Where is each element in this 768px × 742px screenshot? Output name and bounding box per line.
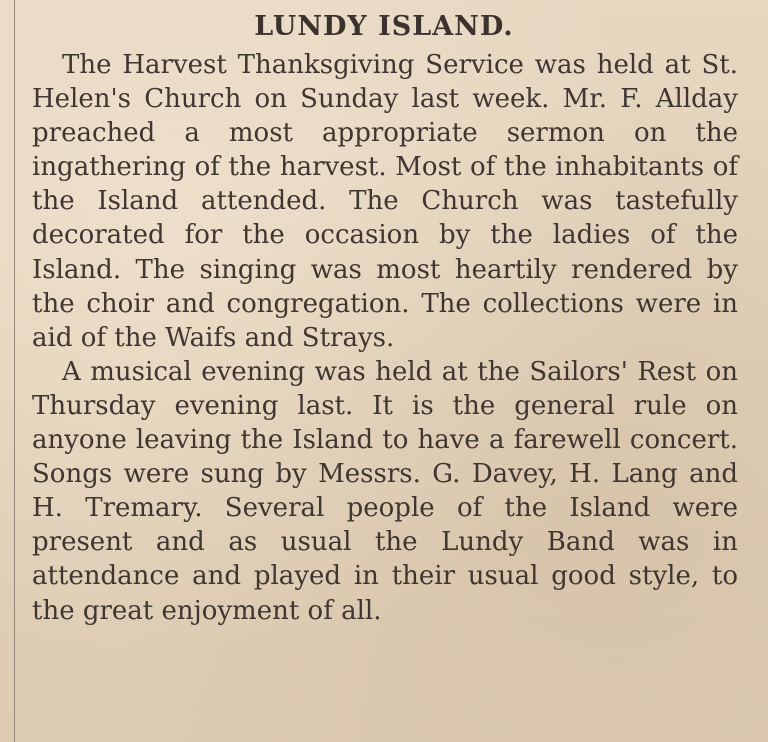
headline: LUNDY ISLAND. [254,11,514,42]
paragraph-harvest-service: The Harvest Thanksgiving Service was held at St. Helen's Church on Sunday last week. Mr. F. Allday preached a most appropriate sermon on the ingathering of the harvest. Most of the inhabitants of the Island attended. The Church was tastefully decorated for the occasion by the ladies of the Island. The singing was most heartily rendered by the choir and congregation. The collections were in aid of the Waifs and Strays. [32,50,738,353]
article-body [32,48,738,628]
paragraph-musical-evening: A musical evening was held at the Sailors' Rest on Thursday evening last. It is the general rule on anyone leaving the Island to have a farewell concert. Songs were sung by Messrs. G. Davey, H. Lang and H. Tremary. Several people of the Island were present and as usual the Lundy Band was in attendance and played in their usual good style, to the great enjoyment of all. [32,356,738,626]
column-rule [14,0,15,742]
